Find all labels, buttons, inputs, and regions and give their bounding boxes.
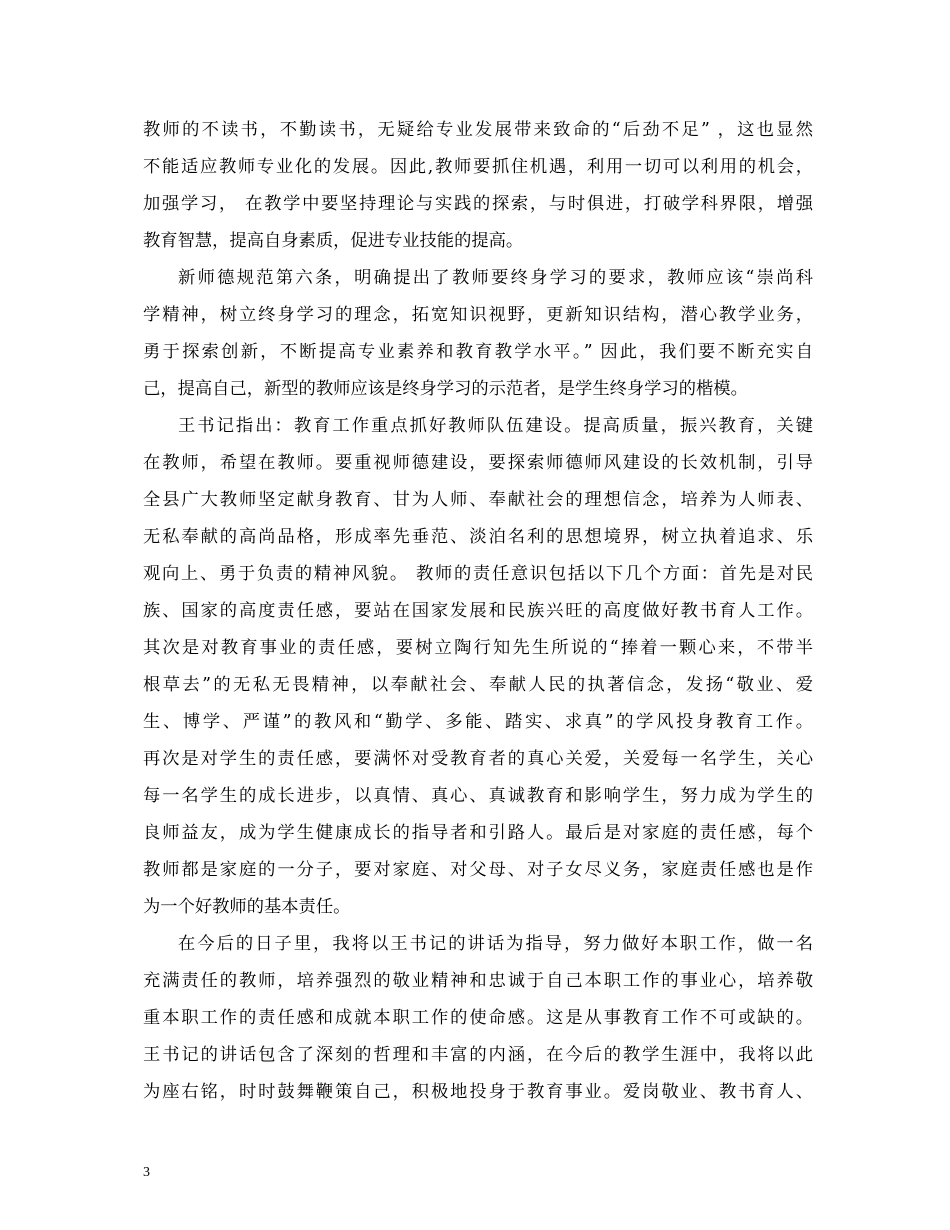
text-line: 不能适应教师专业化的发展。因此,教师要抓住机遇，利用一切可以利用的机会，: [143, 157, 813, 177]
text-line: 其次是对教育事业的责任感，要树立陶行知先生所说的“捧着一颗心来，不带半: [143, 638, 813, 658]
text-line: 教师都是家庭的一分子，要对家庭、对父母、对子女尽义务，家庭责任感也是作: [143, 860, 813, 880]
text-line: 勇于探索创新，不断提高专业素养和教育教学水平。” 因此，我们要不断充实自: [143, 342, 813, 362]
text-line: 在今后的日子里，我将以王书记的讲话为指导，努力做好本职工作，做一名: [178, 934, 813, 954]
text-line: 重本职工作的责任感和成就本职工作的使命感。这是从事教育工作不可或缺的。: [143, 1008, 813, 1028]
text-line: 每一名学生的成长进步，以真情、真心、真诚教育和影响学生，努力成为学生的: [143, 786, 813, 806]
text-line: 为一个好教师的基本责任。: [143, 897, 351, 917]
text-line: 教师的不读书，不勤读书，无疑给专业发展带来致命的“后劲不足” ，这也显然: [143, 120, 813, 140]
text-line: 根草去”的无私无畏精神，以奉献社会、奉献人民的执著信念，发扬“敬业、爱: [143, 675, 813, 695]
text-line: 己，提高自己，新型的教师应该是终身学习的示范者，是学生终身学习的楷模。: [143, 379, 748, 399]
text-line: 无私奉献的高尚品格，形成率先垂范、淡泊名利的思想境界，树立执着追求、乐: [143, 527, 813, 547]
text-line: 族、国家的高度责任感，要站在国家发展和民族兴旺的高度做好教书育人工作。: [143, 601, 813, 621]
text-line: 教育智慧，提高自身素质，促进专业技能的提高。: [143, 231, 524, 251]
text-line: 学精神，树立终身学习的理念，拓宽知识视野，更新知识结构，潜心教学业务，: [143, 305, 813, 325]
text-line: 充满责任的教师，培养强烈的敬业精神和忠诚于自己本职工作的事业心，培养敬: [143, 971, 813, 991]
text-line: 王书记指出：教育工作重点抓好教师队伍建设。提高质量，振兴教育，关键: [178, 416, 813, 436]
page-number: 3: [143, 1165, 150, 1180]
text-line: 在教师，希望在教师。要重视师德建设，要探索师德师风建设的长效机制，引导: [143, 453, 813, 473]
text-line: 新师德规范第六条，明确提出了教师要终身学习的要求，教师应该“崇尚科: [178, 268, 813, 288]
text-line: 为座右铭，时时鼓舞鞭策自己，积极地投身于教育事业。爱岗敬业、教书育人、: [143, 1082, 813, 1102]
text-line: 王书记的讲话包含了深刻的哲理和丰富的内涵，在今后的教学生涯中，我将以此: [143, 1045, 813, 1065]
text-line: 再次是对学生的责任感，要满怀对受教育者的真心关爱，关爱每一名学生，关心: [143, 749, 813, 769]
text-line: 良师益友，成为学生健康成长的指导者和引路人。最后是对家庭的责任感，每个: [143, 823, 813, 843]
text-line: 全县广大教师坚定献身教育、甘为人师、奉献社会的理想信念，培养为人师表、: [143, 490, 813, 510]
text-line: 观向上、勇于负责的精神风貌。 教师的责任意识包括以下几个方面：首先是对民: [143, 564, 813, 584]
text-line: 加强学习， 在教学中要坚持理论与实践的探索，与时俱进，打破学科界限，增强: [143, 194, 813, 214]
text-line: 生、博学、严谨”的教风和“勤学、多能、踏实、求真”的学风投身教育工作。: [143, 712, 813, 732]
